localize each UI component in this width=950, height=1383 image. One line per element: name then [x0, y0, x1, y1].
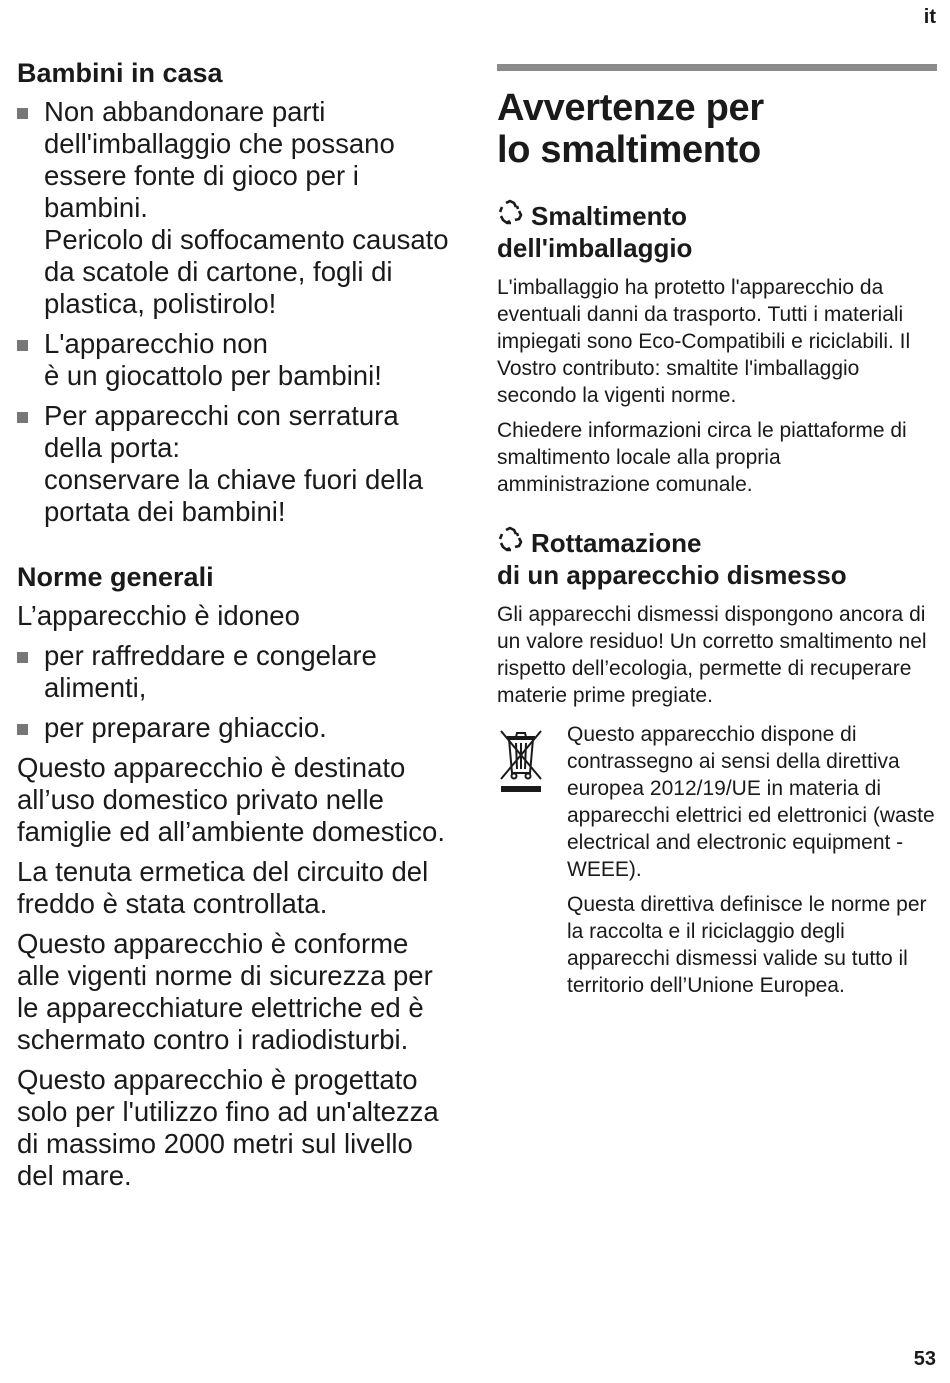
bullet-square-icon: [17, 340, 28, 351]
bullet-square-icon: [17, 652, 28, 663]
paragraph: Chiedere informazioni circa le piattaforme di smaltimento locale alla propria amministrazione comunale.: [497, 419, 907, 496]
page-number: 53: [913, 1348, 936, 1370]
right-column: [497, 64, 937, 1007]
list-item: per raffreddare e congelare alimenti,: [17, 640, 457, 704]
section-title-children: Bambini in casa: [17, 58, 223, 88]
left-column: [17, 56, 457, 1200]
recycle-icon: [497, 526, 531, 559]
paragraph: Questo apparecchio dispone di contrassegno ai sensi della direttiva europea 2012/19/UE in materia di apparecchi elettrici ed elettronici (waste electrical and electronic equipment - WEEE).: [567, 723, 935, 881]
paragraph: Questa direttiva definisce le norme per la raccolta e il riciclaggio degli apparecchi dismessi valide su tutto il territorio dell’Unione Europea.: [567, 893, 927, 997]
list-item: L'apparecchio non è un giocattolo per bambini!: [17, 328, 457, 392]
children-safety-list: [17, 96, 457, 528]
paragraph: Questo apparecchio è conforme alle vigenti norme di sicurezza per le apparecchiature elettriche ed è schermato contro i radiodisturbi.: [17, 928, 433, 1055]
subsection-title-packaging: Smaltimento dell'imballaggio: [497, 201, 693, 263]
language-code: it: [923, 6, 936, 28]
bullet-square-icon: [17, 724, 28, 735]
bullet-square-icon: [17, 412, 28, 423]
list-item: Per apparecchi con serratura della porta: conservare la chiave fuori della portata dei bambini!: [17, 400, 457, 528]
list-item: Non abbandonare parti dell'imballaggio che possano essere fonte di gioco per i bambini. Pericolo di soffocamento causato da scatole di cartone, fogli di plastica, polistirolo!: [17, 96, 457, 320]
weee-notice: [497, 721, 937, 999]
paragraph: La tenuta ermetica del circuito del freddo è stata controllata.: [17, 856, 429, 919]
general-rules-section: [17, 560, 457, 1192]
paragraph: Questo apparecchio è destinato all’uso domestico privato nelle famiglie ed all’ambiente domestico.: [17, 752, 445, 847]
weee-crossed-bin-icon: [497, 725, 545, 793]
disposal-section: [497, 526, 937, 999]
intro-text: L’apparecchio è idoneo: [17, 600, 300, 631]
paragraph: Questo apparecchio è progettato solo per l'utilizzo fino ad un'altezza di massimo 2000 metri sul livello del mare.: [17, 1064, 439, 1191]
recycle-icon: [497, 199, 531, 232]
subsection-title-disposal: Rottamazione di un apparecchio dismesso: [497, 528, 847, 590]
paragraph: L'imballaggio ha protetto l'apparecchio da eventuali danni da trasporto. Tutti i materiali impiegati sono Eco-Compatibili e riciclabili. Il Vostro contributo: smaltite l'imballaggio secondo la vigenti norme.: [497, 276, 911, 407]
section-title-general-rules: Norme generali: [17, 562, 214, 592]
bullet-square-icon: [17, 108, 28, 119]
paragraph: Gli apparecchi dismessi dispongono ancora di un valore residuo! Un corretto smaltimento nel rispetto dell’ecologia, permette di recuperare materie prime pregiate.: [497, 603, 927, 707]
usage-list: [17, 640, 457, 744]
list-item: per preparare ghiaccio.: [17, 712, 457, 744]
section-divider: [497, 64, 937, 71]
page-title: Avvertenze per lo smaltimento: [497, 87, 764, 171]
